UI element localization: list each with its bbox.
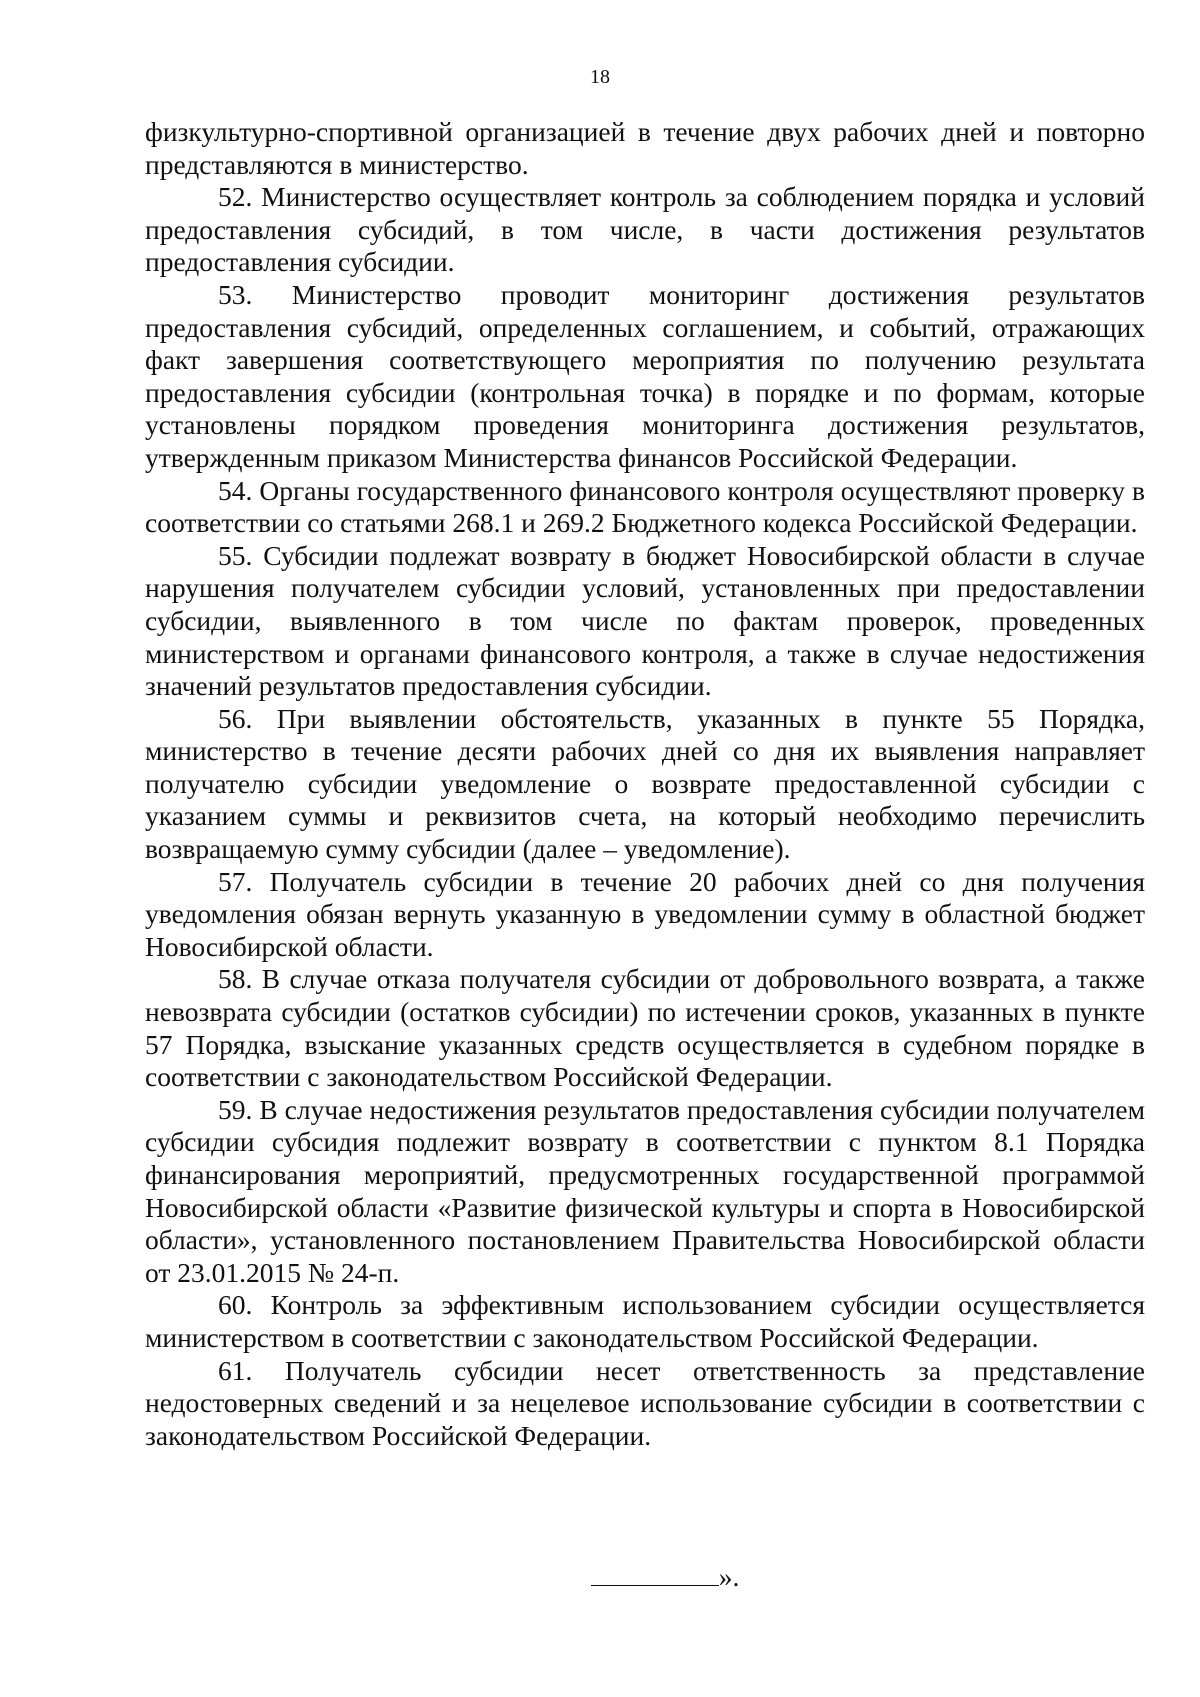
closing-quote: ». [718, 1561, 740, 1592]
paragraph-57: 57. Получатель субсидии в течение 20 рабочих дней со дня получения уведомления обязан вернуть указанную в уведомлении сумму в областной бюджет Новосибирской области. [145, 865, 1145, 962]
paragraph-56: 56. При выявлении обстоятельств, указанных в пункте 55 Порядка, министерство в течение десяти рабочих дней со дня их выявления направляет получателю субсидии уведомление о возврате предоставленной субсидии с указанием суммы и реквизитов счета, на который необходимо перечислить возвращаемую сумму субсидии (далее – уведомление). [145, 702, 1145, 865]
paragraph-60: 60. Контроль за эффективным использованием субсидии осуществляется министерством в соответствии с законодательством Российской Федерации. [145, 1289, 1145, 1353]
paragraph-52: 52. Министерство осуществляет контроль за соблюдением порядка и условий предоставления субсидий, в том числе, в части достижения результатов предоставления субсидии. [145, 181, 1145, 278]
document-end-mark [0, 1561, 1200, 1593]
paragraph-58: 58. В случае отказа получателя субсидии от добровольного возврата, а также невозврата субсидии (остатков субсидии) по истечении сроков, указанных в пункте 57 Порядка, взыскание указанных средств осуществляется в судебном порядке в соответствии с законодательством Российской Федерации. [145, 963, 1145, 1093]
paragraph-53: 53. Министерство проводит мониторинг достижения результатов предоставления субсидий, определенных соглашением, и событий, отражающих факт завершения соответствующего мероприятия по получению результата предоставления субсидии (контрольная точка) в порядке и по формам, которые установлены порядком проведения мониторинга достижения результатов, утвержденным приказом Министерства финансов Российской Федерации. [145, 278, 1145, 473]
document-body [145, 116, 1145, 1452]
paragraph-55: 55. Субсидии подлежат возврату в бюджет Новосибирской области в случае нарушения получателем субсидии условий, установленных при предоставлении субсидии, выявленного в том числе по фактам проверок, проведенных министерством и органами финансового контроля, а также в случае недостижения значений результатов предоставления субсидии. [145, 539, 1145, 702]
paragraph-61: 61. Получатель субсидии несет ответственность за представление недостоверных сведений и за нецелевое использование субсидии в соответствии с законодательством Российской Федерации. [145, 1354, 1145, 1451]
paragraph-54: 54. Органы государственного финансового контроля осуществляют проверку в соответствии со статьями 268.1 и 269.2 Бюджетного кодекса Российской Федерации. [145, 474, 1145, 539]
paragraph-continuation: физкультурно-спортивной организацией в течение двух рабочих дней и повторно представляются в министерство. [145, 116, 1145, 180]
end-separator-line [591, 1563, 719, 1586]
paragraph-59: 59. В случае недостижения результатов предоставления субсидии получателем субсидии субсидия подлежит возврату в соответствии с пунктом 8.1 Порядка финансирования мероприятий, предусмотренных государственной программой Новосибирской области «Развитие физической культуры и спорта в Новосибирской области», установленного постановлением Правительства Новосибирской области от 23.01.2015 № 24-п. [145, 1093, 1145, 1288]
page-number: 18 [590, 66, 610, 88]
